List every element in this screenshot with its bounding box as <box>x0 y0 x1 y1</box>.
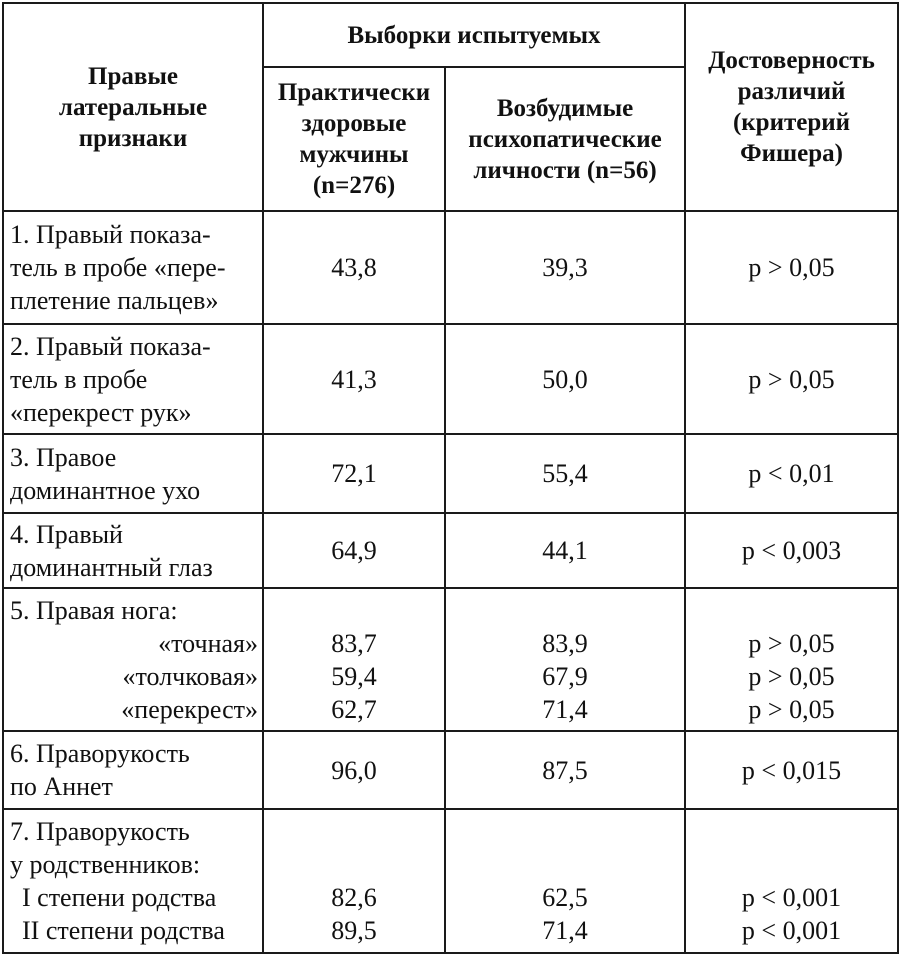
table-row <box>3 434 898 513</box>
value-psychopathic: 44,1 <box>445 513 685 588</box>
value-healthy: 43,8 <box>263 211 445 324</box>
value-psychopathic: 87,5 <box>445 731 685 809</box>
value-healthy: 72,1 <box>263 434 445 513</box>
header-samples: Выборки испытуемых <box>263 3 685 67</box>
value-psychopathic: 39,3 <box>445 211 685 324</box>
value-healthy: 96,0 <box>263 731 445 809</box>
sub-label: «толчковая» <box>122 661 258 691</box>
value-healthy: 82,6 89,5 <box>263 809 445 953</box>
value-significance: p > 0,05 <box>685 324 898 434</box>
row-label: 7. Праворукость у родственников: I степени родства II степени родства <box>3 809 263 953</box>
table-row <box>3 324 898 434</box>
value-healthy: 41,3 <box>263 324 445 434</box>
value-significance: p < 0,003 <box>685 513 898 588</box>
sub-label: «перекрест» <box>121 694 258 724</box>
header-group-psychopathic: Возбудимые психопатические личности (n=56) <box>445 67 685 211</box>
value-psychopathic: 55,4 <box>445 434 685 513</box>
value-psychopathic: 62,5 71,4 <box>445 809 685 953</box>
header-group-healthy: Практически здоровые мужчины (n=276) <box>263 67 445 211</box>
value-significance: p > 0,05 <box>685 211 898 324</box>
value-psychopathic: 83,9 67,9 71,4 <box>445 588 685 731</box>
value-significance: p > 0,05 p > 0,05 p > 0,05 <box>685 588 898 731</box>
table-row <box>3 588 898 731</box>
row-label: 1. Правый показа- тель в пробе «пере- плетение пальцев» <box>3 211 263 324</box>
table-row <box>3 809 898 953</box>
row-label: 2. Правый показа- тель в пробе «перекрест рук» <box>3 324 263 434</box>
table-row <box>3 513 898 588</box>
lateral-features-table <box>2 2 899 954</box>
row-label: 5. Правая нога: «точная» «толчковая» «перекрест» <box>3 588 263 731</box>
value-significance: p < 0,001 p < 0,001 <box>685 809 898 953</box>
value-psychopathic: 50,0 <box>445 324 685 434</box>
header-significance: Достоверность различий (критерий Фишера) <box>685 3 898 211</box>
table-row <box>3 731 898 809</box>
row-label: 3. Правое доминантное ухо <box>3 434 263 513</box>
row-label: 4. Правый доминантный глаз <box>3 513 263 588</box>
value-significance: p < 0,01 <box>685 434 898 513</box>
value-healthy: 64,9 <box>263 513 445 588</box>
row-label: 6. Праворукость по Аннет <box>3 731 263 809</box>
header-feature: Правые латеральные признаки <box>3 3 263 211</box>
table-row <box>3 211 898 324</box>
value-healthy: 83,7 59,4 62,7 <box>263 588 445 731</box>
value-significance: p < 0,015 <box>685 731 898 809</box>
header-row-1 <box>3 3 898 67</box>
sub-label: II степени родства <box>22 916 225 945</box>
sub-label: «точная» <box>158 628 258 658</box>
sub-label: I степени родства <box>22 883 217 912</box>
